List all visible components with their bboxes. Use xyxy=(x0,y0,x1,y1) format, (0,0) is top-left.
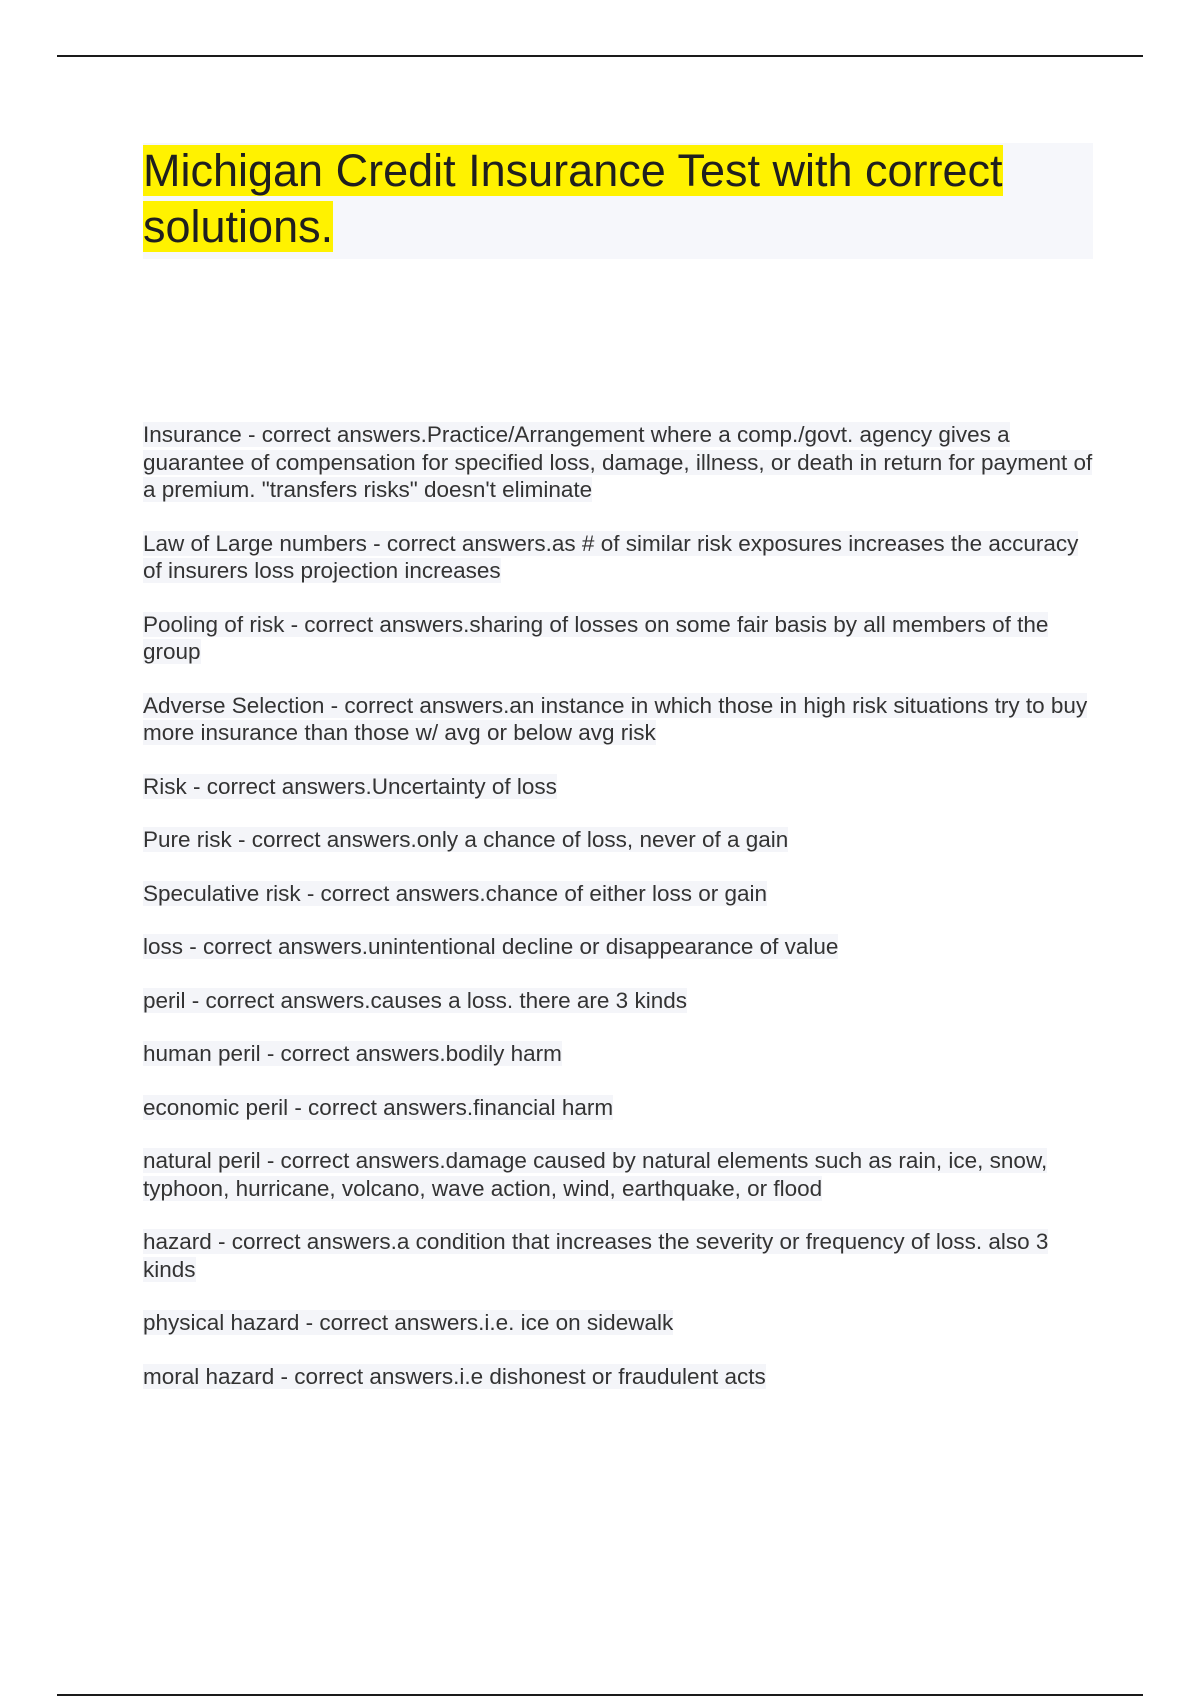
qa-list xyxy=(143,421,1093,1416)
qa-entry-text: human peril - correct answers.bodily harm xyxy=(143,1041,562,1066)
qa-entry xyxy=(143,773,1093,801)
qa-entry xyxy=(143,1040,1093,1068)
qa-entry-text: Risk - correct answers.Uncertainty of loss xyxy=(143,773,557,799)
qa-entry-text: Insurance - correct answers.Practice/Arrangement where a comp./govt. agency gives a guarantee of compensation for specified loss, damage, illness, or death in return for payment of a premium. "transfers risks" doesn't eliminate xyxy=(143,422,1093,502)
qa-entry-text: peril - correct answers.causes a loss. there are 3 kinds xyxy=(143,987,687,1013)
qa-entry xyxy=(143,1147,1093,1202)
qa-entry xyxy=(143,880,1093,908)
qa-entry xyxy=(143,987,1093,1015)
qa-entry xyxy=(143,1309,1093,1337)
qa-entry xyxy=(143,1094,1093,1122)
qa-entry xyxy=(143,421,1093,504)
qa-entry xyxy=(143,611,1093,666)
header-rule xyxy=(57,55,1143,57)
qa-entry-text: hazard - correct answers.a condition that increases the severity or frequency of loss. also 3 kinds xyxy=(143,1229,1049,1282)
document-title xyxy=(143,143,1093,255)
qa-entry xyxy=(143,530,1093,585)
qa-entry-text: physical hazard - correct answers.i.e. ice on sidewalk xyxy=(143,1310,674,1335)
qa-entry-text: Adverse Selection - correct answers.an instance in which those in high risk situations try to buy more insurance than those w/ avg or below avg risk xyxy=(143,692,1088,745)
qa-entry-text: natural peril - correct answers.damage caused by natural elements such as rain, ice, snow, typhoon, hurricane, volcano, wave action, wind, earthquake, or flood xyxy=(143,1148,1048,1201)
qa-entry-text: Law of Large numbers - correct answers.as # of similar risk exposures increases the accuracy of insurers loss projection increases xyxy=(143,530,1079,583)
qa-entry xyxy=(143,692,1093,747)
qa-entry-text: economic peril - correct answers.financial harm xyxy=(143,1094,614,1120)
qa-entry-text: moral hazard - correct answers.i.e dishonest or fraudulent acts xyxy=(143,1363,766,1389)
qa-entry xyxy=(143,933,1093,961)
qa-entry xyxy=(143,1363,1093,1391)
footer-rule xyxy=(57,1694,1143,1696)
qa-entry xyxy=(143,826,1093,854)
qa-entry-text: Speculative risk - correct answers.chance of either loss or gain xyxy=(143,880,768,906)
title-highlight: Michigan Credit Insurance Test with correct solutions. xyxy=(143,145,1003,252)
qa-entry-text: loss - correct answers.unintentional decline or disappearance of value xyxy=(143,934,839,959)
qa-entry xyxy=(143,1228,1093,1283)
qa-entry-text: Pure risk - correct answers.only a chance of loss, never of a gain xyxy=(143,827,789,852)
qa-entry-text: Pooling of risk - correct answers.sharing of losses on some fair basis by all members of the group xyxy=(143,611,1049,664)
title-block xyxy=(143,143,1093,259)
